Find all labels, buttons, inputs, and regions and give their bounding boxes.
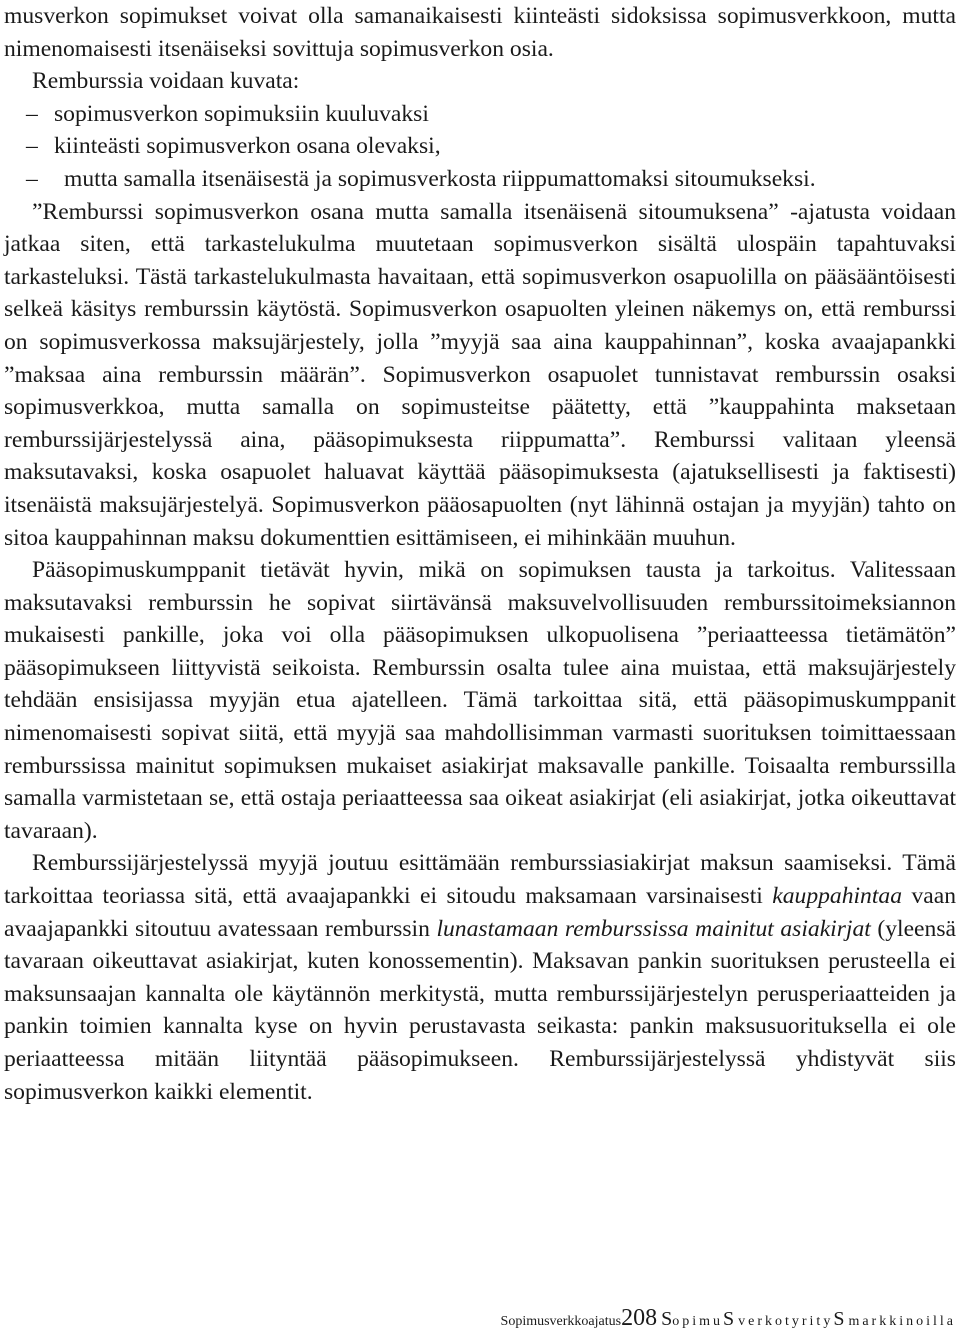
footer-text: markkinoilla (848, 1314, 956, 1329)
list-item (4, 98, 956, 131)
paragraph-text: Remburssijärjestelyssä myyjä joutuu esittämään remburssiasiakirjat maksun saamiseksi. Tämä tarkoittaa teoriassa sitä, että avaajapankki ei sitoudu maksamaan varsinaisesti (4, 850, 956, 910)
footer-text: verkotyrity (738, 1314, 834, 1329)
italic-term: lunastamaan remburssissa mainitut asiakirjat (436, 915, 871, 942)
italic-term: kauppahintaa (772, 883, 903, 910)
list-intro (4, 65, 956, 98)
page-footer (0, 1305, 956, 1332)
paragraph-text: vaan avaajapankki sitoutuu avatessaan remburssin (4, 883, 956, 942)
paragraph-continued (4, 0, 956, 65)
footer-running-title: Sopimusverkkoajatus (500, 1314, 622, 1329)
page-number: 208 (621, 1305, 658, 1331)
paragraph-text: musverkon sopimukset voivat olla samanaikaisesti kiinteästi sidoksissa sopimusverkkoon, mutta nimenomaisesti itsenäiseksi sovittuja sopimusverkon osia. (4, 3, 956, 62)
paragraph (4, 847, 956, 1108)
footer-letter: S (833, 1308, 845, 1330)
paragraph (4, 554, 956, 847)
list-intro-text: Remburssia voidaan kuvata: (32, 68, 300, 95)
dash-list (4, 98, 956, 196)
list-item-text: sopimusverkon sopimuksiin kuuluvaksi (54, 100, 429, 127)
list-item-text: kiinteästi sopimusverkon osana olevaksi, (54, 133, 441, 160)
footer-letter: S (722, 1308, 735, 1330)
dash-bullet: – (26, 133, 38, 160)
list-item (4, 163, 956, 196)
footer-text: opimu (672, 1314, 723, 1329)
dash-bullet: – (26, 165, 38, 192)
footer-letter: S (661, 1308, 673, 1330)
paragraph-text: (yleensä tavaraan oikeuttavat asiakirjat, kuten konossementin). Maksavan pankin suorituksen perusteella ei maksunsaajan kannalta ole käytännön merkitystä, mutta remburssijärjestelyn perusperiaatteiden ja pankin toimien kannalta kyse on hyvin perustavasta seikasta: pankin maksusuorituksella ei ole periaatteessa mitään liityntää pääsopimukseen. Remburssijärjestelyssä yhdistyvät siis sopimusverkon kaikki elementit. (4, 915, 956, 1105)
paragraph-text: ”Remburssi sopimusverkon osana mutta samalla itsenäisenä sitoumuksena” -ajatusta voidaan jatkaa siten, että tarkastelukulma muutetaan sopimusverkon sisältä ulospäin tapahtuvaksi tarkasteluksi. Tästä tarkastelukulmasta havaitaan, että sopimusverkon osapuolilla on pääsääntöisesti selkeä käsitys remburssin käytöstä. Sopimusverkon osapuolten yleinen näkemys on, että remburssi on sopimusverkossa maksujärjestely, jolla ”myyjä saa aina kauppahinnan”, koska avaajapankki ”maksaa aina remburssin määrän”. Sopimusverkon osapuolet tunnistavat remburssin osaksi sopimusverkkoa, mutta samalla on sopimusteitse päätetty, että ”kauppahinta maksetaan remburssijärjestelyssä aina, pääsopimuksesta riippumatta”. Remburssi valitaan yleensä maksutavaksi, koska osapuolet haluavat käyttää pääsopimuksesta (ajatuksellisesti ja faktisesti) itsenäistä maksujärjestelyä. Sopimusverkon pääosapuolten (nyt lähinnä ostajan ja myyjän) tahto on sitoa kauppahinnan maksu dokumenttien esittämiseen, ei mihinkään muuhun. (4, 198, 956, 551)
dash-bullet: – (26, 100, 38, 127)
document-body (4, 0, 956, 1108)
paragraph (4, 196, 956, 555)
list-item-text: mutta samalla itsenäisestä ja sopimusverkosta riippumattomaksi sitoumukseksi. (64, 165, 816, 192)
list-item (4, 130, 956, 163)
paragraph-text: Pääsopimuskumppanit tietävät hyvin, mikä on sopimuksen tausta ja tarkoitus. Valitessaan maksutavaksi remburssin he sopivat siirtävänsä maksuvelvollisuuden remburssitoimeksiannon mukaisesti pankille, joka voi olla pääsopimuksen ulkopuolisena ”periaatteessa tietämätön” pääsopimukseen liittyvistä seikoista. Remburssin osalta tulee aina muistaa, että maksujärjestely tehdään ensisijassa myyjän etua ajatelleen. Tämä tarkoittaa sitä, että pääsopimuskumppanit nimenomaisesti sopivat siitä, että myyjä saa mahdollisimman varmasti suorituksen toimittaessaan remburssissa mainitut sopimuksen mukaiset asiakirjat maksavalle pankille. Toisaalta remburssilla samalla varmistetaan se, että ostaja periaatteessa saa oikeat asiakirjat (eli asiakirjat, jotka oikeuttavat tavaraan). (4, 557, 956, 844)
